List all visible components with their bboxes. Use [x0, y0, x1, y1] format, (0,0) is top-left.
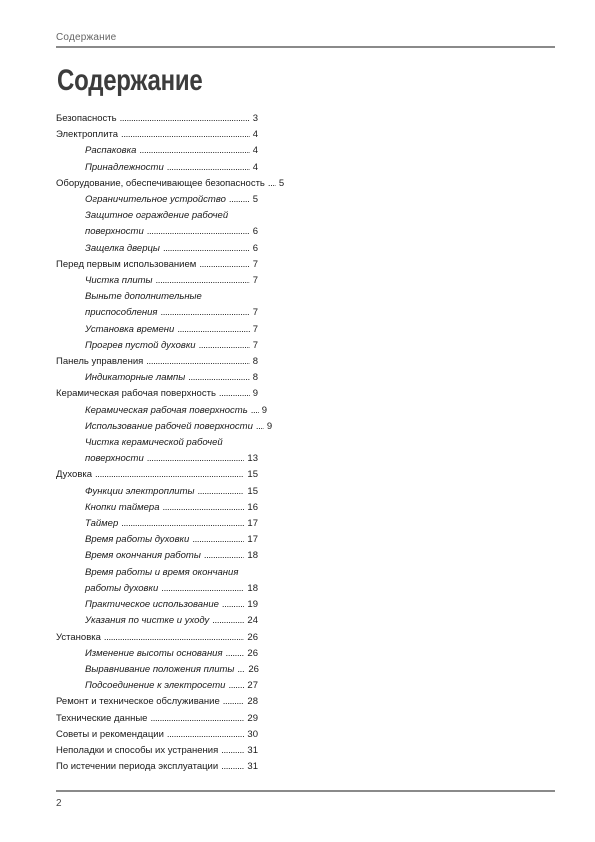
- toc-page-number: 7: [252, 258, 258, 270]
- toc-dot-leader: [147, 224, 250, 240]
- toc-subentry[interactable]: [56, 192, 258, 208]
- toc-entry-label: приспособления: [85, 307, 158, 319]
- header-divider: [56, 46, 555, 48]
- toc-entry[interactable]: [56, 111, 258, 127]
- toc-dot-leader: [256, 419, 264, 435]
- toc-entry[interactable]: [56, 354, 258, 370]
- toc-dot-leader: [251, 403, 259, 419]
- toc-subentry[interactable]: [56, 581, 258, 597]
- toc-dot-leader: [146, 354, 249, 370]
- toc-subentry[interactable]: [56, 613, 258, 629]
- toc-dot-leader: [156, 273, 250, 289]
- toc-page-number: 8: [252, 356, 258, 368]
- toc-subentry[interactable]: [56, 597, 258, 613]
- toc-dot-leader: [167, 160, 250, 176]
- toc-entry-label: Ограничительное устройство: [85, 194, 226, 206]
- toc-entry[interactable]: [56, 127, 258, 143]
- toc-subentry[interactable]: [56, 419, 273, 435]
- toc-dot-leader: [162, 500, 244, 516]
- toc-page-number: 15: [247, 469, 258, 481]
- toc-label-line: Защитное ограждение рабочей: [85, 210, 229, 222]
- toc-subentry[interactable]: [56, 338, 258, 354]
- toc-subentry[interactable]: [56, 241, 258, 257]
- toc-entry[interactable]: [56, 743, 258, 759]
- toc-entry-label: Таймер: [85, 518, 119, 530]
- toc-subentry[interactable]: [56, 516, 258, 532]
- toc-dot-leader: [199, 257, 249, 273]
- toc-page-number: 9: [252, 388, 258, 400]
- toc-dot-leader: [199, 338, 250, 354]
- toc-entry-label: Изменение высоты основания: [85, 647, 223, 659]
- toc-page-number: 7: [252, 307, 258, 319]
- toc-page-number: 7: [252, 323, 258, 335]
- toc-dot-leader: [222, 597, 245, 613]
- toc-page-number: 6: [252, 226, 258, 238]
- toc-entry-label: Практическое использование: [85, 599, 219, 611]
- toc-dot-leader: [150, 711, 244, 727]
- toc-page-number: 26: [248, 663, 259, 675]
- toc-subentry[interactable]: [56, 678, 258, 694]
- toc-entry-label: Выравнивание положения плиты: [85, 663, 235, 675]
- toc-entry-label: Ремонт и техническое обслуживание: [56, 696, 220, 708]
- toc-entry-label: Время окончания работы: [85, 550, 201, 562]
- toc-page-number: 30: [247, 728, 258, 740]
- toc-subentry[interactable]: [56, 532, 258, 548]
- toc-page-number: 18: [247, 550, 258, 562]
- toc-dot-leader: [95, 467, 244, 483]
- toc-page-number: 16: [247, 501, 258, 513]
- toc-dot-leader: [268, 176, 276, 192]
- toc-page-number: 4: [252, 129, 258, 141]
- toc-page-number: 17: [247, 518, 258, 530]
- toc-page-number: 31: [247, 761, 258, 773]
- toc-page-number: 9: [261, 404, 267, 416]
- toc-page-number: 8: [252, 372, 258, 384]
- toc-page-number: 26: [247, 631, 258, 643]
- toc-entry-label: Установка времени: [85, 323, 175, 335]
- toc-dot-leader: [121, 516, 244, 532]
- toc-subentry[interactable]: [56, 484, 258, 500]
- toc-page-number: 26: [247, 647, 258, 659]
- toc-subentry[interactable]: [56, 548, 258, 564]
- toc-entry-label: Использование рабочей поверхности: [85, 420, 253, 432]
- toc-entry-label: работы духовки: [85, 582, 159, 594]
- toc-subentry[interactable]: [56, 662, 258, 678]
- toc-entry-label: Панель управления: [56, 356, 144, 368]
- toc-entry-label: поверхности: [85, 226, 144, 238]
- toc-dot-leader: [221, 759, 244, 775]
- toc-entry[interactable]: [56, 759, 258, 775]
- toc-entry-label: Подсоединение к электросети: [85, 680, 226, 692]
- toc-entry-label: Электроплита: [56, 129, 119, 141]
- toc-dot-leader: [226, 646, 245, 662]
- toc-entry-label: Чистка плиты: [85, 275, 153, 287]
- toc-page-number: 9: [266, 420, 273, 432]
- toc-entry-label: Советы и рекомендации: [56, 728, 164, 740]
- toc-entry[interactable]: [56, 386, 258, 402]
- toc-entry-label: Технические данные: [56, 712, 148, 724]
- toc-page-number: 5: [278, 177, 285, 189]
- toc-subentry[interactable]: [56, 273, 258, 289]
- toc-entry[interactable]: [56, 630, 258, 646]
- toc-page-number: 3: [252, 113, 258, 124]
- toc-entry-label: поверхности: [85, 453, 144, 465]
- toc-page-number: 5: [252, 194, 258, 206]
- toc-dot-leader: [120, 111, 250, 127]
- toc-entry-label: По истечении периода эксплуатации: [56, 761, 219, 773]
- toc-page-number: 17: [247, 534, 258, 546]
- toc-page-number: 18: [247, 582, 258, 594]
- toc-dot-leader: [192, 532, 244, 548]
- toc-dot-leader: [161, 581, 244, 597]
- toc-entry-label: Духовка: [56, 469, 93, 481]
- toc-page-number: 29: [247, 712, 258, 724]
- toc-label-line: Чистка керамической рабочей: [85, 437, 223, 449]
- toc-entry-label: Защелка дверцы: [85, 242, 160, 254]
- toc-subentry[interactable]: [56, 500, 258, 516]
- toc-dot-leader: [237, 662, 245, 678]
- toc-entry-label: Керамическая рабочая поверхность: [56, 388, 216, 400]
- toc-subentry[interactable]: [56, 403, 267, 419]
- toc-subentry[interactable]: [56, 160, 258, 176]
- toc-page-number: 15: [247, 485, 258, 497]
- toc-dot-leader: [204, 548, 245, 564]
- toc-entry-label: Функции электроплиты: [85, 485, 195, 497]
- toc-entry-label: Указания по чистке и уходу: [85, 615, 210, 627]
- toc-dot-leader: [160, 305, 249, 321]
- toc-entry-label: Неполадки и способы их устранения: [56, 744, 219, 756]
- toc-label-line: Время работы и время окончания: [85, 566, 239, 578]
- toc-dot-leader: [228, 678, 244, 694]
- toc-dot-leader: [147, 451, 245, 467]
- toc-entry[interactable]: [56, 467, 258, 483]
- toc-entry-label: Кнопки таймера: [85, 501, 160, 513]
- toc-page-number: 7: [252, 339, 258, 351]
- toc-page-number: 4: [252, 145, 258, 157]
- toc-entry[interactable]: [56, 176, 285, 192]
- toc-page-number: 28: [247, 696, 258, 708]
- toc-entry-label: Керамическая рабочая поверхность: [85, 404, 248, 416]
- toc-dot-leader: [212, 613, 244, 629]
- toc-dot-leader: [121, 127, 250, 143]
- toc-entry-label: Установка: [56, 631, 101, 643]
- toc-page-number: 19: [247, 599, 258, 611]
- toc-entry-label: Перед первым использованием: [56, 258, 197, 270]
- toc-entry-label: Безопасность: [56, 113, 117, 124]
- toc-page-number: 31: [247, 744, 258, 756]
- toc-entry[interactable]: [56, 694, 258, 710]
- toc-page-number: 4: [252, 161, 258, 173]
- toc-page-number: 27: [247, 680, 258, 692]
- toc-dot-leader: [188, 370, 249, 386]
- toc-subentry[interactable]: [56, 305, 258, 321]
- table-of-contents: [56, 111, 285, 775]
- running-header: Содержание: [56, 32, 117, 43]
- toc-page-number: 6: [252, 242, 258, 254]
- toc-subentry[interactable]: [56, 322, 258, 338]
- toc-dot-leader: [167, 727, 245, 743]
- toc-dot-leader: [229, 192, 250, 208]
- toc-entry-label: Распаковка: [85, 145, 137, 157]
- toc-dot-leader: [221, 743, 244, 759]
- toc-page-number: 7: [252, 275, 258, 287]
- toc-entry-label: Оборудование, обеспечивающее безопасность: [56, 177, 265, 189]
- page-title: Содержание: [57, 64, 203, 97]
- toc-entry-label: Индикаторные лампы: [85, 372, 186, 384]
- toc-entry[interactable]: [56, 727, 258, 743]
- toc-dot-leader: [219, 386, 250, 402]
- page-number: 2: [56, 798, 62, 809]
- toc-subentry[interactable]: [56, 646, 258, 662]
- toc-page-number: 24: [247, 615, 258, 627]
- toc-page-number: 13: [247, 453, 258, 465]
- toc-entry-label: Время работы духовки: [85, 534, 190, 546]
- toc-entry[interactable]: [56, 257, 258, 273]
- toc-dot-leader: [223, 694, 245, 710]
- toc-dot-leader: [139, 143, 249, 159]
- toc-entry-label: Прогрев пустой духовки: [85, 339, 196, 351]
- toc-subentry[interactable]: [56, 451, 258, 467]
- toc-subentry[interactable]: [56, 224, 258, 240]
- toc-dot-leader: [163, 241, 250, 257]
- toc-entry[interactable]: [56, 711, 258, 727]
- toc-dot-leader: [177, 322, 249, 338]
- toc-subentry[interactable]: [56, 143, 258, 159]
- footer-divider: [56, 790, 555, 792]
- toc-subentry[interactable]: [56, 370, 258, 386]
- toc-dot-leader: [104, 630, 245, 646]
- toc-label-line: Выньте дополнительные: [85, 291, 202, 303]
- toc-entry-label: Принадлежности: [85, 161, 164, 173]
- toc-dot-leader: [198, 484, 245, 500]
